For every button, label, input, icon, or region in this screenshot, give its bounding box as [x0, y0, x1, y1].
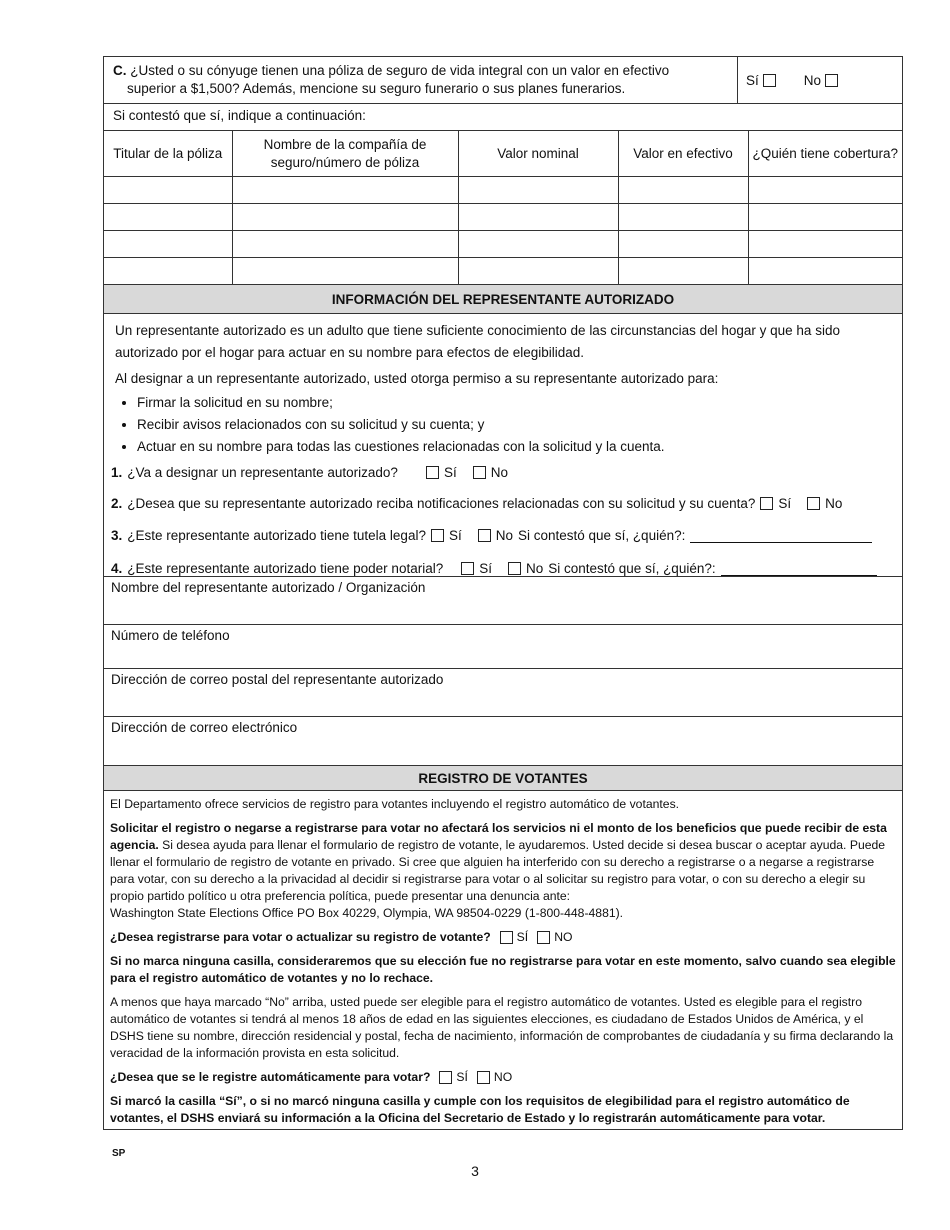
list-item: • Recibir avisos relacionados con su solicitud y su cuenta; y: [137, 414, 890, 436]
voter-p2: [110, 820, 896, 922]
auth-rep-para2: Al designar a un representante autorizado, usted otorga permiso a su representante autorizado para:: [115, 371, 719, 386]
list-item: • Firmar la solicitud en su nombre;: [137, 392, 890, 414]
table-cell[interactable]: [232, 258, 458, 285]
q3-text: ¿Este representante autorizado tiene tutela legal?: [127, 528, 426, 543]
q1-text: ¿Va a designar un representante autorizado?: [127, 465, 398, 480]
q1-yes-checkbox[interactable]: [426, 466, 439, 479]
voter-p3: Si no marca ninguna casilla, consideraremos que su elección fue no registrarse para votar en este momento, salvo cuando sea elegible para el registro automático de votantes y no lo rechace.: [110, 954, 896, 985]
q3-yes-checkbox[interactable]: [431, 529, 444, 542]
voter-auto-text: ¿Desea que se le registre automáticamente para votar?: [110, 1070, 431, 1084]
table-cell[interactable]: [104, 231, 232, 258]
auth-rep-para1: Un representante autorizado es un adulto que tiene suficiente conocimiento de las circunstancias del hogar y que ha sido autorizado por el hogar para actuar en su nombre para efectos de elegibilidad.: [115, 323, 840, 360]
q1-yes-label: Sí: [443, 465, 457, 480]
table-cell[interactable]: [618, 231, 748, 258]
table-cell[interactable]: [618, 177, 748, 204]
auth-rep-q3: [111, 528, 872, 543]
q3-number: 3.: [111, 528, 123, 543]
table-cell[interactable]: [618, 258, 748, 285]
table-row: [104, 231, 902, 258]
voter-p1: El Departamento ofrece servicios de registro para votantes incluyendo el registro automático de votantes.: [110, 797, 680, 811]
q4-text: ¿Este representante autorizado tiene poder notarial?: [127, 561, 444, 576]
voter-register-no-label: NO: [554, 930, 573, 944]
auth-rep-q1: [111, 465, 508, 480]
col-header-holder: Titular de la póliza: [104, 131, 232, 177]
q1-number: 1.: [111, 465, 123, 480]
question-c-no-label: No: [803, 72, 822, 88]
voter-auto-no-label: NO: [493, 1070, 513, 1084]
auth-rep-header: INFORMACIÓN DEL REPRESENTANTE AUTORIZADO: [104, 285, 902, 314]
q2-no-label: No: [825, 496, 843, 511]
policy-intro: Si contestó que sí, indique a continuación:: [104, 104, 902, 131]
rep-phone-label: Número de teléfono: [111, 628, 230, 643]
voter-register-yes-label: SÍ: [516, 930, 529, 944]
q3-who-label: Si contestó que sí, ¿quién?:: [518, 528, 686, 543]
col-header-company: Nombre de la compañía de seguro/número de póliza: [232, 131, 458, 177]
table-cell[interactable]: [104, 177, 232, 204]
voter-header: REGISTRO DE VOTANTES: [104, 766, 902, 791]
q4-yes-checkbox[interactable]: [461, 562, 474, 575]
voter-auto-yes-label: SÍ: [456, 1070, 468, 1084]
col-header-cash-value: Valor en efectivo: [618, 131, 748, 177]
list-item: • Actuar en su nombre para todas las cuestiones relacionadas con la solicitud y la cuenta.: [137, 436, 890, 458]
q2-no-checkbox[interactable]: [807, 497, 820, 510]
auth-rep-q2: [111, 496, 842, 511]
voter-address: Washington State Elections Office PO Box 40229, Olympia, WA 98504-0229 (1-800-448-4881).: [110, 906, 624, 920]
table-cell[interactable]: [748, 258, 902, 285]
table-cell[interactable]: [458, 204, 618, 231]
question-c-text: [104, 57, 738, 103]
question-c-yes-label: Sí: [746, 72, 759, 88]
rep-email-label: Dirección de correo electrónico: [111, 720, 298, 735]
q3-no-checkbox[interactable]: [478, 529, 491, 542]
voter-register-no-checkbox[interactable]: [537, 931, 550, 944]
voter-auto-no-checkbox[interactable]: [477, 1071, 490, 1084]
table-row: [104, 258, 902, 285]
q2-number: 2.: [111, 496, 123, 511]
voter-body: [104, 791, 902, 1127]
col-header-face-value: Valor nominal: [458, 131, 618, 177]
form-code: SP: [112, 1148, 126, 1159]
voter-register-question: [110, 929, 896, 946]
table-cell[interactable]: [458, 177, 618, 204]
q4-no-checkbox[interactable]: [508, 562, 521, 575]
rep-email-field[interactable]: [104, 717, 902, 766]
table-cell[interactable]: [232, 177, 458, 204]
voter-auto-yes-checkbox[interactable]: [439, 1071, 452, 1084]
voter-register-yes-checkbox[interactable]: [500, 931, 513, 944]
voter-p4: A menos que haya marcado “No” arriba, usted puede ser elegible para el registro automático de votantes. Usted es elegible para el registro automático de votantes si tendrá al menos 18 años de edad en las siguientes elecciones, es ciudadano de Estados Unidos de América, y el DSHS tiene su nombre, dirección residencial y postal, fecha de nacimiento, información de comprobantes de ciudadanía y su firma declarando la veracidad de la información provista en esta solicitud.: [110, 995, 894, 1060]
q2-yes-label: Sí: [778, 496, 792, 511]
table-cell[interactable]: [232, 231, 458, 258]
question-c-line2: superior a $1,500? Además, mencione su seguro funerario o sus planes funerarios.: [127, 81, 626, 96]
question-c-no-checkbox[interactable]: [825, 74, 838, 87]
voter-register-text: ¿Desea registrarse para votar o actualizar su registro de votante?: [110, 930, 491, 944]
question-c-letter: C.: [113, 63, 127, 78]
question-c-yes-checkbox[interactable]: [763, 74, 776, 87]
policy-table-header: [104, 131, 902, 177]
q4-who-label: Si contestó que sí, ¿quién?:: [548, 561, 716, 576]
question-c-options: [738, 57, 902, 103]
q3-who-input[interactable]: [690, 529, 872, 543]
rep-name-label: Nombre del representante autorizado / Organización: [111, 580, 426, 595]
table-cell[interactable]: [618, 204, 748, 231]
voter-auto-question: [110, 1069, 896, 1086]
q4-yes-label: Sí: [479, 561, 492, 576]
table-row: [104, 204, 902, 231]
table-row: [104, 177, 902, 204]
table-cell[interactable]: [748, 204, 902, 231]
q2-text: ¿Desea que su representante autorizado reciba notificaciones relacionadas con su solicitud y su cuenta?: [127, 496, 756, 511]
q2-yes-checkbox[interactable]: [760, 497, 773, 510]
table-cell[interactable]: [458, 258, 618, 285]
policy-table: [104, 131, 902, 284]
q1-no-checkbox[interactable]: [473, 466, 486, 479]
q1-no-label: No: [490, 465, 508, 480]
table-cell[interactable]: [748, 231, 902, 258]
auth-rep-body: [104, 314, 902, 577]
auth-rep-q4: [111, 561, 877, 576]
table-cell[interactable]: [458, 231, 618, 258]
table-cell[interactable]: [748, 177, 902, 204]
question-c-row: [104, 57, 902, 104]
voter-p2-rest: Si desea ayuda para llenar el formulario de registro de votante, le ayudaremos. Usted decide si desea buscar o aceptar ayuda. Puede llenar el formulario de registro de votante en privado. Si cree que alguien ha interferido con su derecho a registrarse o a negarse a registrarse para votar, con su derecho a la privacidad al decidir si registrarse para votar o al solicitar su registro para votar, o con su derecho a elegir su propio partido político u otra preferencia política, puede presentar una denuncia ante:: [110, 838, 886, 903]
voter-p2-bold: Solicitar el registro o negarse a registrarse para votar no afectará los servicios ni el monto de los beneficios que puede recibir de esta agencia.: [110, 821, 887, 852]
q3-no-label: No: [495, 528, 513, 543]
table-cell[interactable]: [104, 204, 232, 231]
rep-mail-field[interactable]: [104, 669, 902, 717]
policy-table-row: [104, 131, 902, 285]
page-number: 3: [471, 1163, 479, 1179]
q4-no-label: No: [525, 561, 544, 576]
q3-yes-label: Sí: [448, 528, 462, 543]
question-c-line1: ¿Usted o su cónyuge tienen una póliza de seguro de vida integral con un valor en efectivo: [130, 63, 670, 78]
table-cell[interactable]: [232, 204, 458, 231]
rep-name-field[interactable]: [104, 577, 902, 625]
rep-phone-field[interactable]: [104, 625, 902, 669]
rep-mail-label: Dirección de correo postal del representante autorizado: [111, 672, 444, 687]
form-page: [103, 56, 903, 1130]
col-header-coverage: ¿Quién tiene cobertura?: [748, 131, 902, 177]
voter-p5: Si marcó la casilla “Sí”, o si no marcó ninguna casilla y cumple con los requisitos de elegibilidad para el registro automático de votantes, el DSHS enviará su información a la Oficina del Secretario de Estado y lo registrarán automáticamente para votar.: [110, 1094, 850, 1125]
auth-rep-bullets: [115, 392, 890, 458]
q4-who-input[interactable]: [721, 562, 877, 576]
table-cell[interactable]: [104, 258, 232, 285]
q4-number: 4.: [111, 561, 123, 576]
